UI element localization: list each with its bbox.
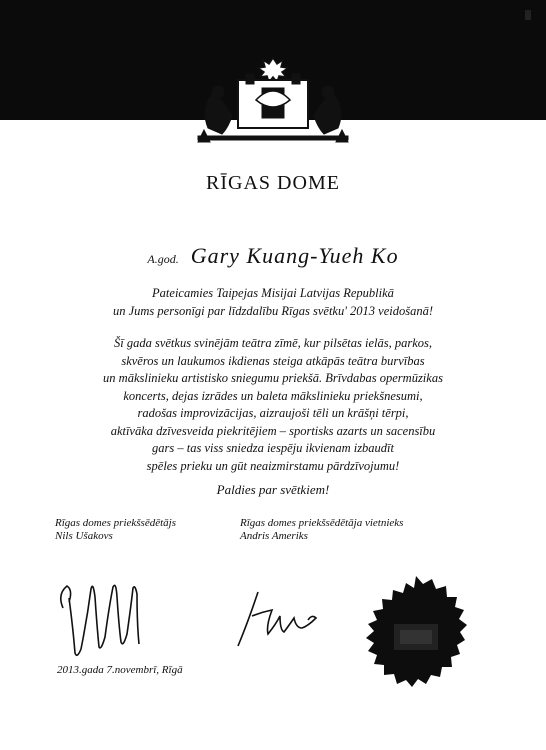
- addressee-name: Gary Kuang-Yueh Ko: [190, 243, 399, 268]
- signatory-name: Andris Ameriks: [240, 530, 308, 542]
- paragraph-line: radošas improvizācijas, aizraujoši tēli un krāšņi tērpi,: [137, 406, 409, 420]
- signatory-left: [55, 517, 176, 543]
- issue-date: 2013.gada 7.novembrī, Rīgā: [57, 664, 183, 676]
- paragraph-line: Pateicamies Taipejas Misijai Latvijas Republikā: [152, 286, 394, 300]
- paragraph-line: skvēros un laukumos ikdienas steiga atkāpās teātra burvības: [121, 353, 425, 368]
- paragraph-line: koncerts, dejas izrādes un baleta mākslinieku priekšnesumi,: [123, 388, 423, 403]
- official-seal-icon: [346, 562, 486, 702]
- paragraph-line: un Jums personīgi par līdzdalību Rīgas svētku' 2013 veidošanā!: [112, 303, 433, 318]
- body-paragraph: [30, 335, 516, 475]
- addressee-prefix: A.god.: [147, 252, 179, 266]
- scan-speck: [525, 10, 531, 20]
- addressee-line: [0, 243, 546, 269]
- handwritten-signature-left: [55, 568, 140, 663]
- paragraph-line: Šī gada svētkus svinējām teātra zīmē, kur pilsētas ielās, parkos,: [113, 336, 433, 350]
- paragraph-line: aktīvāka dzīvesveida piekritējiem – sportisks azarts un sacensību: [110, 423, 436, 438]
- signatory-title: Rīgas domes priekšsēdētājs: [55, 517, 176, 529]
- signatory-name: Nils Ušakovs: [55, 530, 113, 542]
- paragraph-line: un mākslinieku artistisko sniegumu priekšā. Brīvdabas opermūzikas: [103, 371, 443, 385]
- signatory-title: Rīgas domes priekšsēdētāja vietnieks: [240, 517, 404, 529]
- organization-title: RĪGAS DOME: [206, 172, 340, 194]
- paragraph-line: gars – tas viss sniedza iespēju ikvienam izbaudīt: [152, 441, 394, 455]
- thanks-paragraph: [30, 285, 516, 320]
- handwritten-signature-right: [228, 588, 328, 648]
- signatory-right: [240, 517, 403, 543]
- riga-coat-of-arms-icon: [178, 50, 368, 160]
- paragraph-line: spēles prieku un gūt neaizmirstamu pārdzīvojumu!: [146, 458, 400, 473]
- closing-thanks: Paldies par svētkiem!: [216, 482, 330, 497]
